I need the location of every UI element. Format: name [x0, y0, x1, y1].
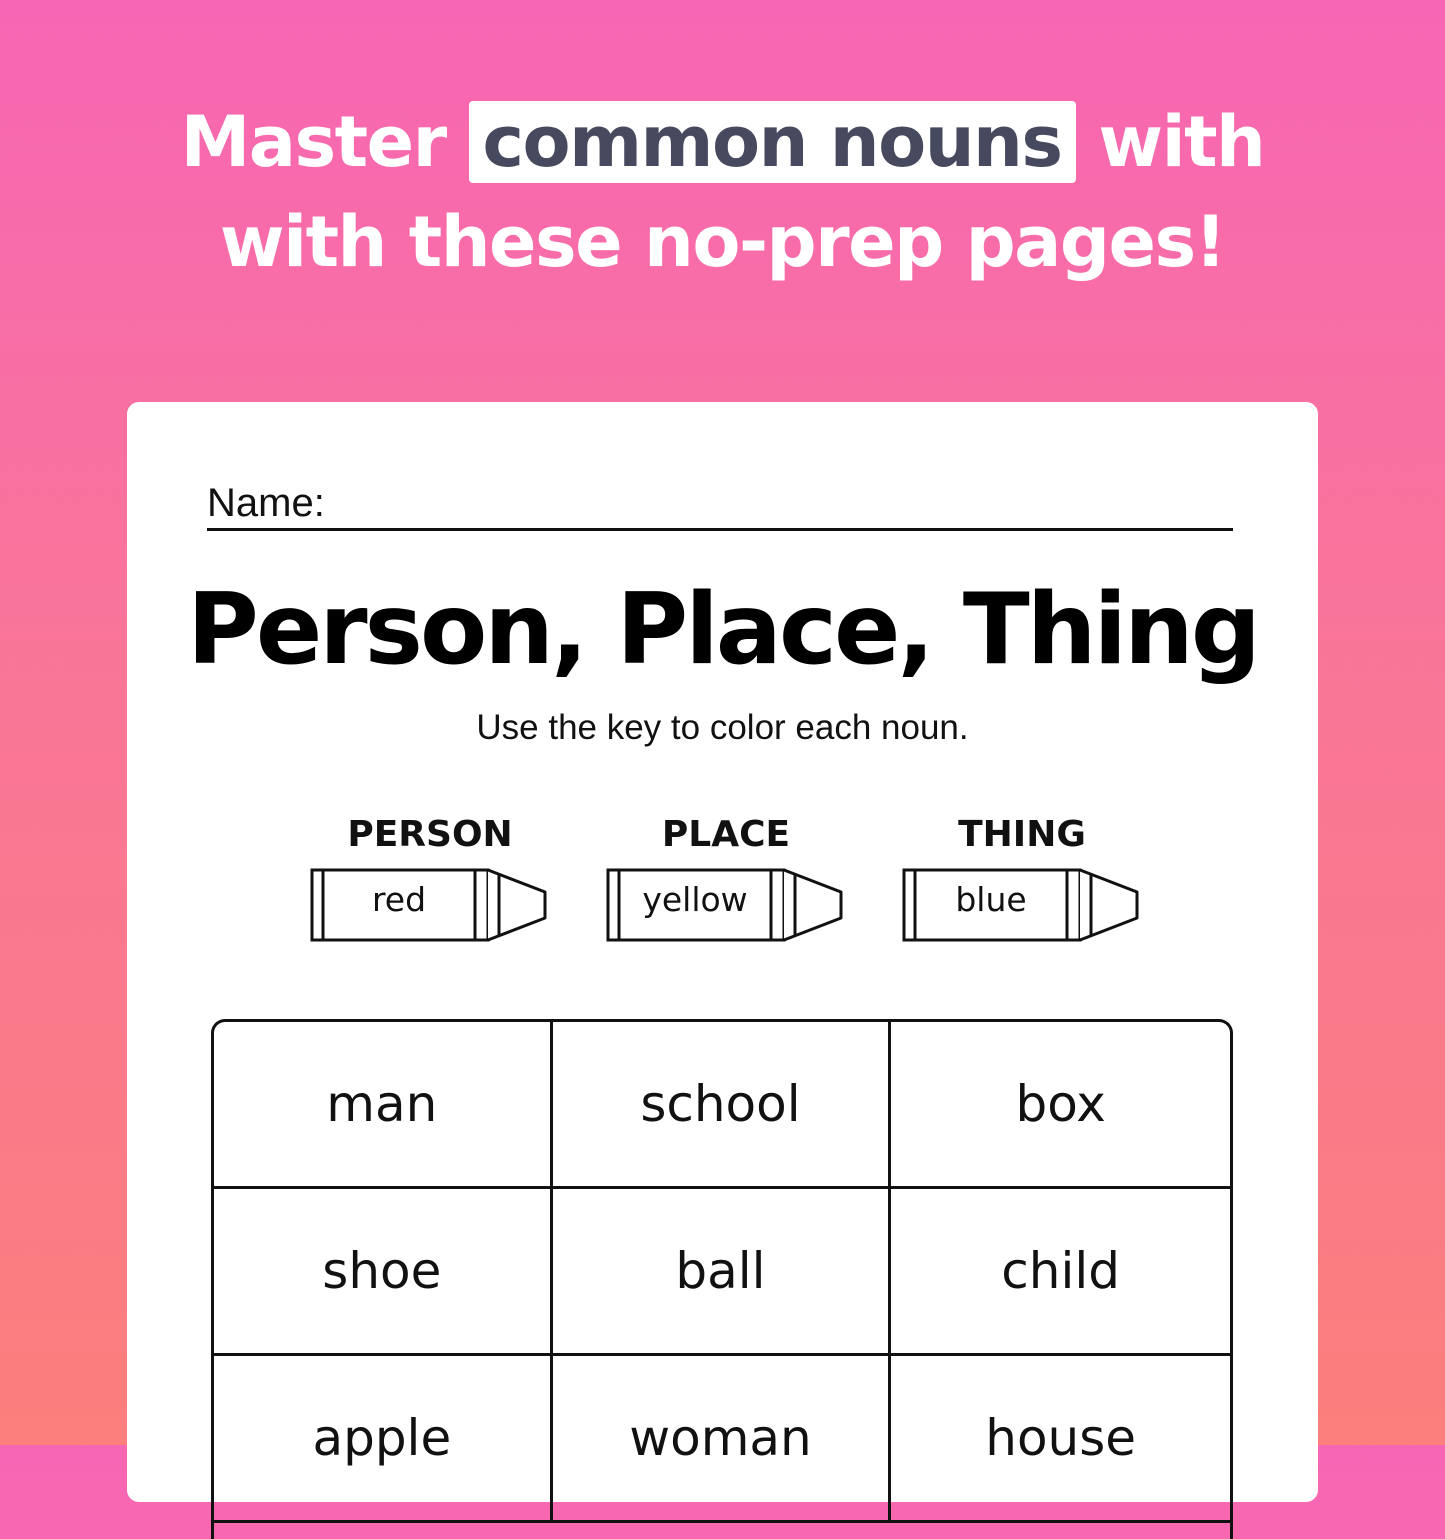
noun-cell[interactable]: box — [891, 1022, 1230, 1189]
noun-cell[interactable]: woman — [553, 1356, 892, 1523]
headline-line-1 — [0, 92, 1445, 192]
key-item-thing — [902, 814, 1142, 944]
name-label: Name: — [207, 481, 325, 525]
noun-cell[interactable]: apple — [214, 1356, 553, 1523]
crayon-color-label: blue — [955, 880, 1027, 919]
noun-cell[interactable]: school — [553, 1022, 892, 1189]
headline-highlight: common nouns — [469, 101, 1076, 183]
name-field[interactable] — [207, 478, 1233, 531]
worksheet-page — [127, 402, 1318, 1502]
crayon-color-label: yellow — [642, 880, 748, 919]
key-label: THING — [958, 814, 1086, 855]
headline-text-after: with — [1098, 101, 1265, 183]
key-item-place — [606, 814, 846, 944]
headline-line-2: with these no-prep pages! — [219, 201, 1226, 283]
noun-grid — [211, 1019, 1233, 1539]
key-item-person — [310, 814, 550, 944]
worksheet-title: Person, Place, Thing — [187, 573, 1258, 687]
crayon-color-label: red — [371, 880, 427, 919]
key-label: PLACE — [661, 814, 791, 855]
worksheet-instructions: Use the key to color each noun. — [476, 708, 969, 747]
noun-cell[interactable]: man — [214, 1022, 553, 1189]
key-label: PERSON — [347, 814, 513, 855]
noun-cell[interactable]: ball — [553, 1189, 892, 1356]
noun-cell[interactable]: child — [891, 1189, 1230, 1356]
headline-text-before: Master — [180, 101, 446, 183]
noun-cell[interactable]: house — [891, 1356, 1230, 1523]
headline — [0, 92, 1445, 292]
noun-cell[interactable]: shoe — [214, 1189, 553, 1356]
